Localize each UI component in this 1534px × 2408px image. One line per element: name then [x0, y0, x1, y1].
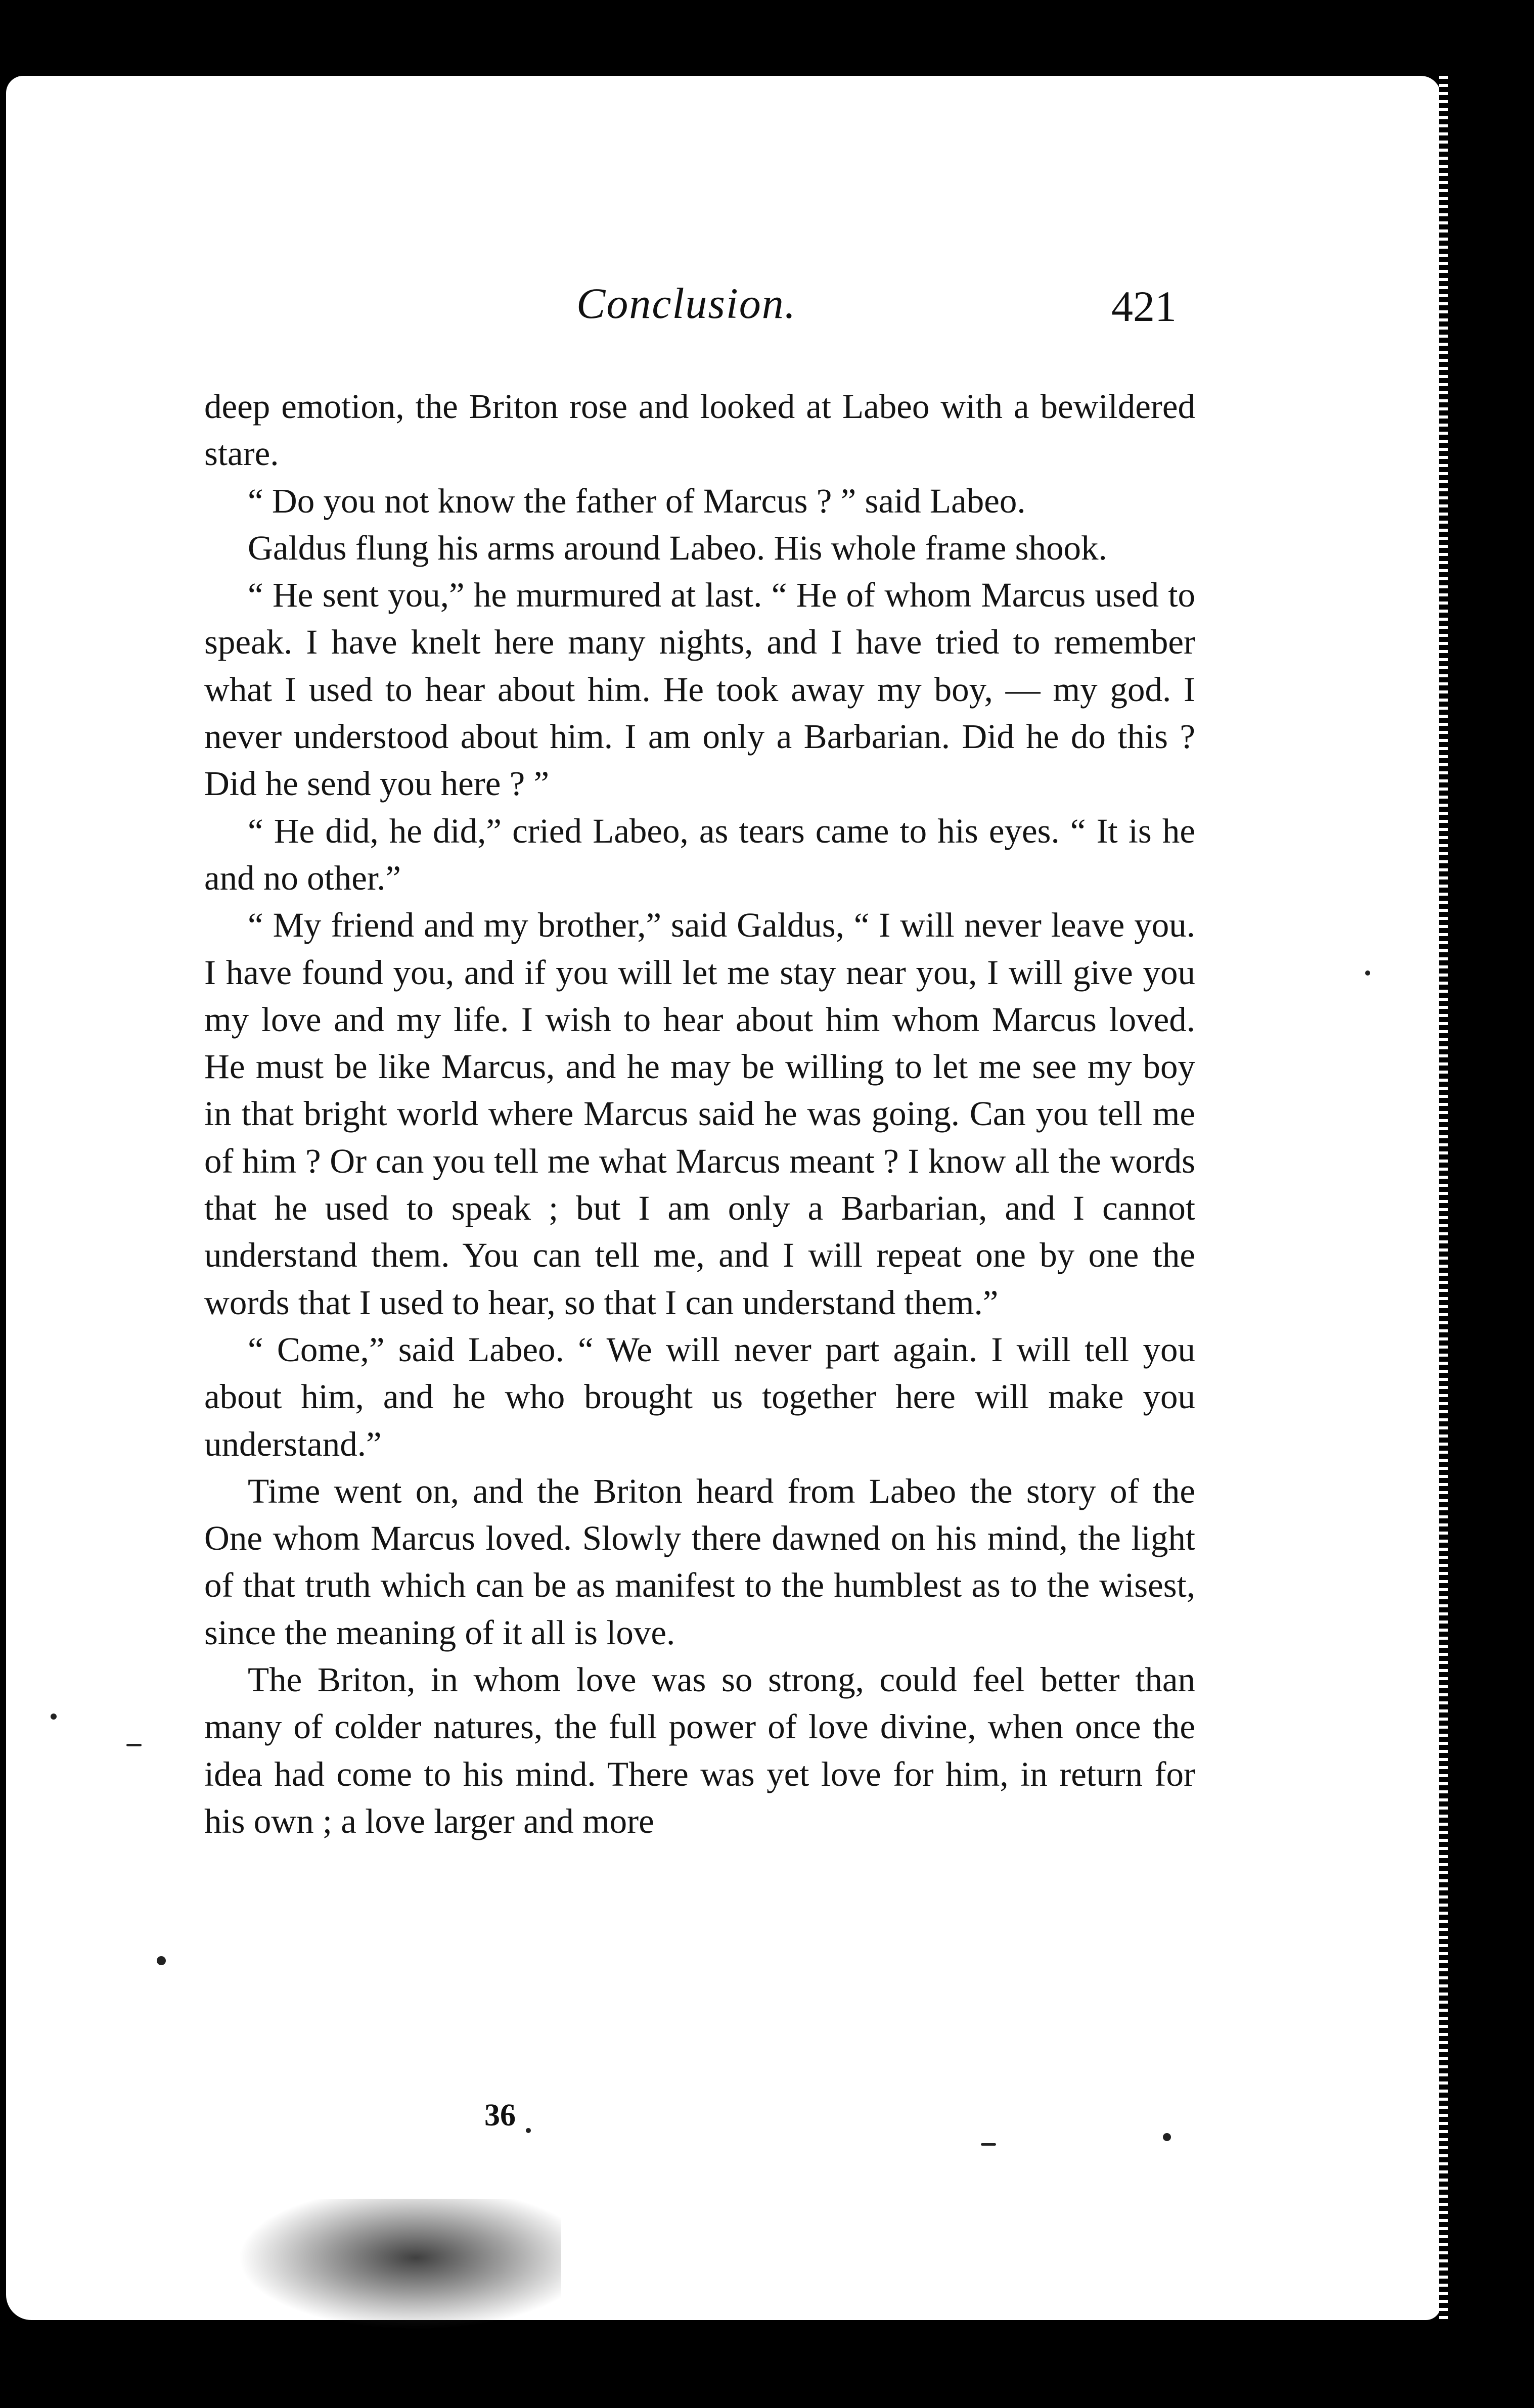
running-title: Conclusion. [576, 279, 797, 328]
paragraph: “ He did, he did,” cried Labeo, as tears came to his eyes. “ It is he and no other.” [204, 811, 1195, 897]
ink-speck [157, 1956, 166, 1965]
paragraph: The Briton, in whom love was so strong, could feel better than many of colder natures, the full power of love divine, when once the idea had come to his mind. There was yet love for him, in return for his own ; a love larger and more [204, 1660, 1195, 1840]
paragraph: “ He sent you,” he murmured at last. “ He of whom Marcus used to speak. I have knelt here many nights, and I have tried to remember what I used to hear about him. He took away my boy, — my god. I never understood about him. I am only a Barbarian. Did he do this ? Did he send you here ? ” [204, 576, 1195, 803]
signature-mark: 36 [484, 2098, 516, 2133]
body-text [204, 383, 1195, 1845]
page-header [576, 278, 1198, 339]
paragraph: Time went on, and the Briton heard from Labeo the story of the One whom Marcus loved. Slowly there dawned on his mind, the light of that truth which can be as manifest to the humblest as to the wisest, since the meaning of it all is love. [204, 1471, 1195, 1652]
paragraph: “ My friend and my brother,” said Galdus, “ I will never leave you. I have found you, and if you will let me stay near you, I will give you my love and my life. I wish to hear about him whom Marcus loved. He must be like Marcus, and he may be willing to let me see my boy in that bright world where Marcus said he was going. Can you tell me of him ? Or can you tell me what Marcus meant ? I know all the words that he used to speak ; but I am only a Barbarian, and I cannot understand them. You can tell me, and I will repeat one by one the words that I used to hear, so that I can understand them.” [204, 906, 1195, 1322]
page-edge [1439, 76, 1448, 2320]
ink-speck [1365, 970, 1370, 976]
paragraph: Galdus flung his arms around Labeo. His whole frame shook. [248, 528, 1107, 567]
ink-speck [51, 1714, 57, 1720]
paragraph: deep emotion, the Briton rose and looked at Labeo with a bewildered stare. [204, 387, 1195, 473]
ink-speck [126, 1744, 142, 1746]
page-number: 421 [1111, 282, 1177, 331]
ink-speck [981, 2143, 996, 2146]
ink-speck [1163, 2133, 1171, 2141]
ink-smudge [238, 2199, 561, 2330]
ink-speck [526, 2128, 531, 2133]
paragraph: “ Do you not know the father of Marcus ? ” said Labeo. [248, 481, 1026, 520]
paragraph: “ Come,” said Labeo. “ We will never part again. I will tell you about him, and he who brought us together here will make you understand.” [204, 1330, 1195, 1463]
